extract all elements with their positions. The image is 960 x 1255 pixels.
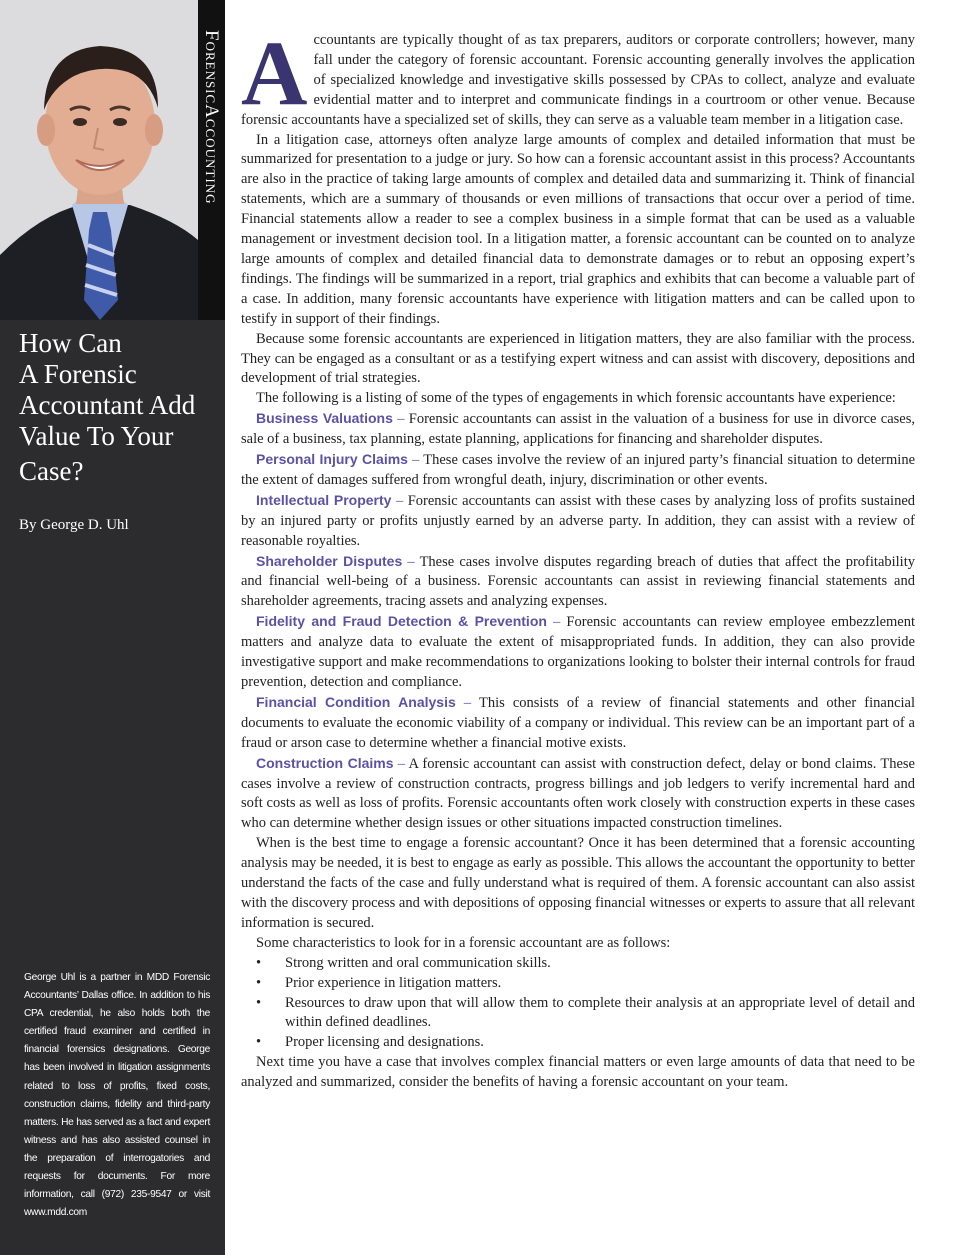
- headline-line: Accountant Add: [19, 390, 196, 420]
- intro-text: ccountants are typically thought of as tax preparers, auditors or corporate controllers; however, many fall under the category of forensic accountant. Forensic accounting generally involves the application of specialized knowledge and investigative skills possessed by CPAs to collect, analyze and evaluate evidential matter and to interpret and communicate findings in a courtroom or other venue. Because forensic accountants have a specialized set of skills, they can serve as a valuable team member in a litigation case.: [241, 32, 915, 128]
- drop-cap: A: [241, 22, 308, 124]
- headline-line: How Can: [19, 328, 122, 358]
- engagement-term: Intellectual Property: [256, 491, 392, 508]
- paragraph: In a litigation case, attorneys often analyze large amounts of complex and detailed information that must be summarized for presentation to a judge or jury. So how can a forensic accountant assist in this process? Accountants are also in the practice of taking large amounts of complex and detailed data and summarizing it. Think of financial statements, which are a summary of thousands or even millions of transactions that occur over a period of time. Financial statements allow a reader to see a complex business in a simple format that can be used as a valuable management or investment decision tool. In a litigation matter, a forensic accountant can be counted on to analyze large amounts of complex and detailed financial data to demonstrate damages or to rebut an opposing expert’s findings. The findings will be summarized in a report, trial graphics and exhibits that can become a valuable part of a case. In addition, many forensic accountants have experience with litigation matters and can be called upon to testify in support of their findings.: [241, 131, 915, 327]
- engagement-term: Business Valuations: [256, 410, 393, 427]
- article-headline: [19, 328, 219, 487]
- headline-line: Case?: [19, 456, 84, 486]
- engagement-item: Fidelity and Fraud Detection & Prevention – Forensic accountants can review employee embezzlement matters and analyze data to evaluate the extent of misappropriated funds. In addition, they can also provide investigative support and make recommendations to organizations looking to bolster their internal controls for fraud prevention, detection and compliance.: [241, 613, 916, 690]
- engagement-term: Fidelity and Fraud Detection & Prevention: [256, 613, 547, 630]
- list-item: • Resources to draw upon that will allow them to complete their analysis at an appropriate level of detail and within defined deadlines.: [285, 994, 915, 1034]
- author-bio: George Uhl is a partner in MDD Forensic Accountants’ Dallas office. In addition to his CPA credential, he also holds both the certified fraud examiner and certified in financial forensics designations. George has been involved in litigation assignments related to loss of profits, fixed costs, construction claims, fidelity and third-party matters. He has served as a fact and expert witness and has also assisted counsel in the preparation of interrogatories and requests for documents. For more information, call (972) 235-9547 or visit www.mdd.com: [24, 972, 210, 1219]
- paragraph: Some characteristics to look for in a forensic accountant are as follows:: [256, 934, 671, 951]
- engagement-text: These cases involve disputes regarding breach of duties that affect the profitability and financial well-being of a business. Forensic accountants can assist in reviewing financial statements and shareholder agreements, tracing assets and analyzing expenses.: [241, 553, 915, 610]
- list-item: • Strong written and oral communication skills.: [285, 954, 915, 974]
- intro-paragraph: [241, 22, 915, 131]
- closing-paragraph: Next time you have a case that involves complex financial matters or even large amounts of data that need to be analyzed and summarized, consider the benefits of having a forensic accountant on your team.: [241, 1054, 915, 1091]
- engagement-text: A forensic accountant can assist with construction defect, delay or bond claims. These cases involve a review of construction contracts, progress billings and job ledgers to verify incremental hard and soft costs as well as loss of profits. Forensic accountants often work closely with construction experts in these cases who can determine whether design issues or other situations impacted construction timelines.: [241, 755, 915, 832]
- headline-line: Value To Your: [19, 421, 174, 451]
- engagement-item: Financial Condition Analysis – This consists of a review of financial statements and other financial documents to evaluate the economic viability of a company or individual. This review can be an important part of a fraud or arson case to determine whether a financial motive exists.: [241, 693, 916, 751]
- article-body: [241, 22, 916, 1093]
- author-portrait-image: [0, 0, 198, 320]
- author-photo: [0, 0, 198, 320]
- sidebar: [0, 0, 225, 1255]
- engagement-item: Business Valuations – Forensic accountants can assist in the valuation of a business for use in divorce cases, sale of a business, tax planning, estate planning, applications for financing and shareholder disputes.: [241, 410, 915, 448]
- engagement-text: Forensic accountants can assist with these cases by analyzing loss of profits sustained by an injured party or profits unjustly earned by an adverse party. In addition, they can assist with a review of reasonable royalties.: [241, 492, 916, 549]
- engagement-text: This consists of a review of financial statements and other financial documents to evaluate the economic viability of a company or individual. This review can be an important part of a fraud or arson case to determine whether a financial motive exists.: [241, 694, 916, 751]
- engagement-item: Intellectual Property – Forensic accountants can assist with these cases by analyzing loss of profits sustained by an injured party or profits unjustly earned by an adverse party. In addition, they can assist with a review of reasonable royalties.: [241, 491, 916, 549]
- engagement-item: Construction Claims – A forensic accountant can assist with construction defect, delay or bond claims. These cases involve a review of construction contracts, progress billings and job ledgers to verify incremental hard and soft costs as well as loss of profits. Forensic accountants often work closely with construction experts in these cases who can determine whether design issues or other situations impacted construction timelines.: [241, 754, 915, 832]
- byline: By George D. Uhl: [19, 517, 129, 533]
- engagement-term: Shareholder Disputes: [256, 552, 403, 569]
- engagement-term: Personal Injury Claims: [256, 451, 408, 468]
- headline-line: A Forensic: [19, 359, 137, 389]
- paragraph: The following is a listing of some of the types of engagements in which forensic accountants have experience:: [256, 390, 896, 407]
- list-item: • Prior experience in litigation matters.: [285, 974, 915, 994]
- engagement-text: Forensic accountants can assist in the valuation of a business for use in divorce cases, sale of a business, tax planning, estate planning, applications for financing and shareholder disputes.: [241, 411, 915, 448]
- engagement-text: Forensic accountants can review employee embezzlement matters and analyze data to evaluate the extent of misappropriated funds. In addition, they can also provide investigative support and make recommendations to organizations looking to bolster their internal controls for fraud prevention, detection and compliance.: [241, 614, 916, 690]
- engagement-text: These cases involve the review of an injured party’s financial situation to determine the extent of damages suffered from wrongful death, injury, discrimination or other events.: [241, 452, 916, 488]
- engagement-item: Shareholder Disputes – These cases involve disputes regarding breach of duties that affect the profitability and financial well-being of a business. Forensic accountants can assist in reviewing financial statements and shareholder agreements, tracing assets and analyzing expenses.: [241, 552, 915, 610]
- engagement-item: Personal Injury Claims – These cases involve the review of an injured party’s financial situation to determine the extent of damages suffered from wrongful death, injury, discrimination or other events.: [241, 451, 916, 488]
- section-title: ForensicAccounting: [201, 30, 222, 205]
- paragraph: When is the best time to engage a forensic accountant? Once it has been determined that a forensic accounting analysis may be needed, it is best to engage as early as possible. This allows the accountant the opportunity to better understand the facts of the case and fully understand what is required of them. A forensic accountant can also assist with the discovery process and with depositions of opposing financial witnesses or experts to assure that all relevant information is secured.: [241, 835, 915, 931]
- paragraph: Because some forensic accountants are experienced in litigation matters, they are also familiar with the process. They can be engaged as a consultant or as a testifying expert witness and can assist with discovery, depositions and development of trial strategies.: [241, 330, 915, 387]
- characteristics-list: [241, 954, 915, 1054]
- engagement-term: Financial Condition Analysis: [256, 693, 456, 710]
- list-item: • Proper licensing and designations.: [285, 1033, 915, 1053]
- engagement-term: Construction Claims: [256, 754, 394, 771]
